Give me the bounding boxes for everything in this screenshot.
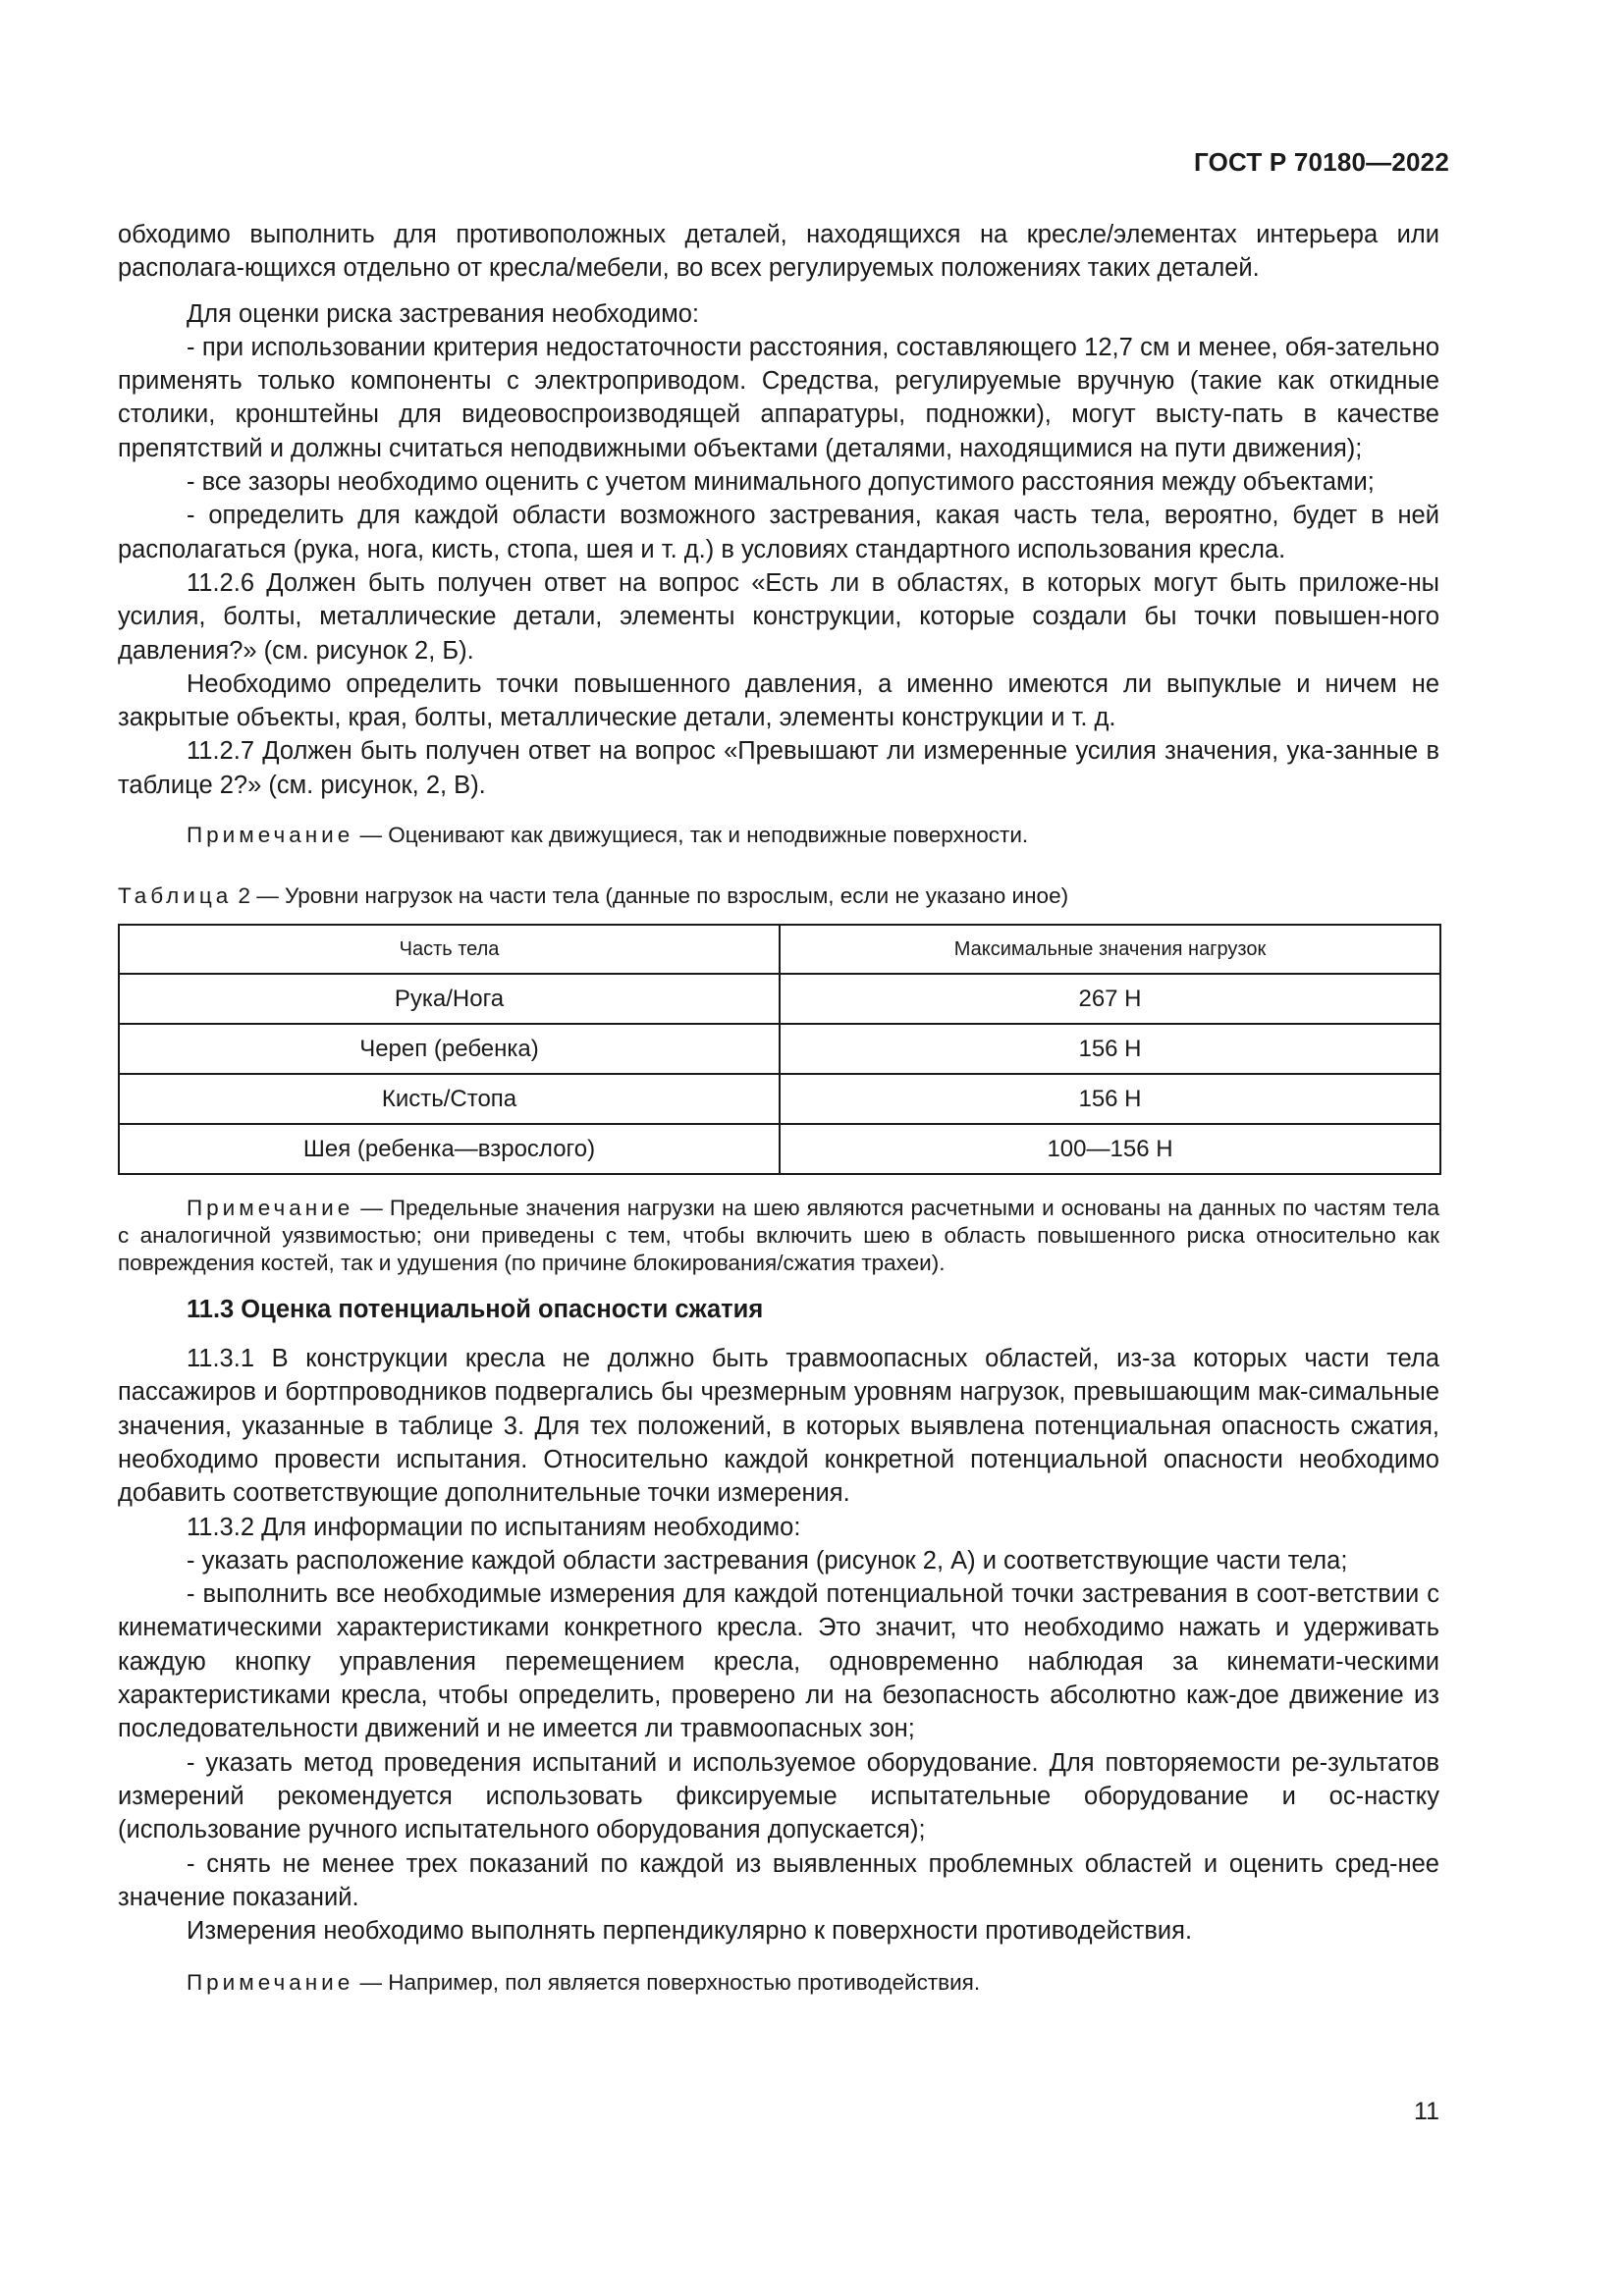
table-cell: Шея (ребенка—взрослого)	[119, 1124, 780, 1174]
note-text: — Предельные значения нагрузки на шею являются расчетными и основаны на данных по частям тела с аналогичной уязвимостью; они приведены с тем, чтобы включить шею в область повышенного риска относительно как повреждения костей, так и удушения (по причине блокирования/сжатия трахеи).	[118, 1196, 1439, 1276]
paragraph: Необходимо определить точки повышенного давления, а именно имеются ли выпуклые и ничем не закрытые объекты, края, болты, металлические детали, элементы конструкции и т. д.	[118, 669, 1439, 732]
table-row	[119, 974, 1440, 1024]
document-code: ГОСТ Р 70180—2022	[1194, 147, 1449, 177]
table-cell: 267 Н	[780, 974, 1440, 1024]
clause-11-3-2: 11.3.2 Для информации по испытаниям необходимо:	[187, 1513, 801, 1541]
list-item: - выполнить все необходимые измерения для каждой потенциальной точки застревания в соот-ветствии с кинематическими характеристиками конкретного кресла. Это значит, что необходимо нажать и удерживать каждую кнопку управления перемещением кресла, одновременно наблюдая за кинемати-ческими характеристиками кресла, чтобы определить, проверено ли на безопасность абсолютно каж-дое движение из последовательности движений и не имеется ли травмоопасных зон;	[118, 1580, 1439, 1743]
paragraph-continuation: обходимо выполнить для противоположных деталей, находящихся на кресле/элементах интерьера или располага-ющихся отдельно от кресла/мебели, во всех регулируемых положениях таких деталей.	[118, 221, 1439, 283]
table-row	[119, 1024, 1440, 1074]
clause-11-3-1: 11.3.1 В конструкции кресла не должно быть травмоопасных областей, из-за которых части тела пассажиров и бортпроводников подвергались бы чрезмерным уровням нагрузок, превышающим мак-симальные значения, указанные в таблице 3. Для тех положений, в которых выявлена потенциальная опасность сжатия, необходимо провести испытания. Относительно каждой конкретной потенциальной опасности необходимо добавить соответствующие дополнительные точки измерения.	[118, 1345, 1439, 1508]
page-number: 11	[1414, 2098, 1439, 2125]
table-caption-text: 2 — Уровни нагрузок на части тела (данные по взрослым, если не указано иное)	[232, 883, 1069, 909]
table-cell: Череп (ребенка)	[119, 1024, 780, 1074]
paragraph: Измерения необходимо выполнять перпендикулярно к поверхности противодействия.	[187, 1917, 1193, 1946]
table-header-row	[119, 925, 1440, 974]
note-label: Примечание	[187, 1970, 354, 1996]
section-title: 11.3 Оценка потенциальной опасности сжатия	[187, 1296, 764, 1324]
list-item: - все зазоры необходимо оценить с учетом минимального допустимого расстояния между объектами;	[187, 468, 1375, 497]
table-cell: 100—156 Н	[780, 1124, 1440, 1174]
note-label: Примечание	[187, 823, 354, 848]
list-item: - определить для каждой области возможного застревания, какая часть тела, вероятно, будет в ней располагаться (рука, нога, кисть, стопа, шея и т. д.) в условиях стандартного использования кресла.	[118, 502, 1439, 563]
table-cell: 156 Н	[780, 1024, 1440, 1074]
list-item: - при использовании критерия недостаточности расстояния, составляющего 12,7 см и менее, обя-зательно применять только компоненты с электроприводом. Средства, регулируемые вручную (такие как откидные столики, кронштейны для видеовоспроизводящей аппаратуры, подножки), могут высту-пать в качестве препятствий и должны считаться неподвижными объектами (деталями, находящимися на пути движения);	[118, 333, 1439, 462]
note-label: Примечание	[187, 1196, 354, 1221]
table-cell: Кисть/Стопа	[119, 1074, 780, 1124]
note-text: — Например, пол является поверхностью противодействия.	[353, 1970, 981, 1996]
note	[118, 1969, 1439, 1997]
page-content	[118, 218, 1439, 1997]
list-item: - снять не менее трех показаний по каждой из выявленных проблемных областей и оценить сред-нее значение показаний.	[118, 1849, 1439, 1911]
loads-table	[118, 924, 1441, 1175]
list-item: - указать расположение каждой области застревания (рисунок 2, А) и соответствующие части тела;	[187, 1546, 1348, 1575]
note	[118, 822, 1439, 849]
column-header: Максимальные значения нагрузок	[780, 925, 1440, 974]
paragraph: Для оценки риска застревания необходимо:	[187, 299, 699, 328]
clause-11-2-6: 11.2.6 Должен быть получен ответ на вопрос «Есть ли в областях, в которых могут быть приложе-ны усилия, болты, металлические детали, элементы конструкции, которые создали бы точки повышен-ного давления?» (см. рисунок 2, Б).	[118, 568, 1439, 665]
table-cell: 156 Н	[780, 1074, 1440, 1124]
column-header: Часть тела	[119, 925, 780, 974]
clause-11-2-7: 11.2.7 Должен быть получен ответ на вопрос «Превышают ли измеренные усилия значения, ука-занные в таблице 2?» (см. рисунок, 2, В).	[118, 737, 1439, 799]
note	[118, 1195, 1439, 1277]
list-item: - указать метод проведения испытаний и используемое оборудование. Для повторяемости ре-зультатов измерений рекомендуется использовать фиксируемые испытательные оборудование и ос-настку (использование ручного испытательного оборудования допускается);	[118, 1748, 1439, 1844]
table-cell: Рука/Нога	[119, 974, 780, 1024]
table-caption-label: Таблица	[118, 883, 233, 909]
table-caption	[118, 882, 1439, 910]
table-row	[119, 1074, 1440, 1124]
note-text: — Оценивают как движущиеся, так и неподвижные поверхности.	[353, 823, 1029, 848]
table-row	[119, 1124, 1440, 1174]
